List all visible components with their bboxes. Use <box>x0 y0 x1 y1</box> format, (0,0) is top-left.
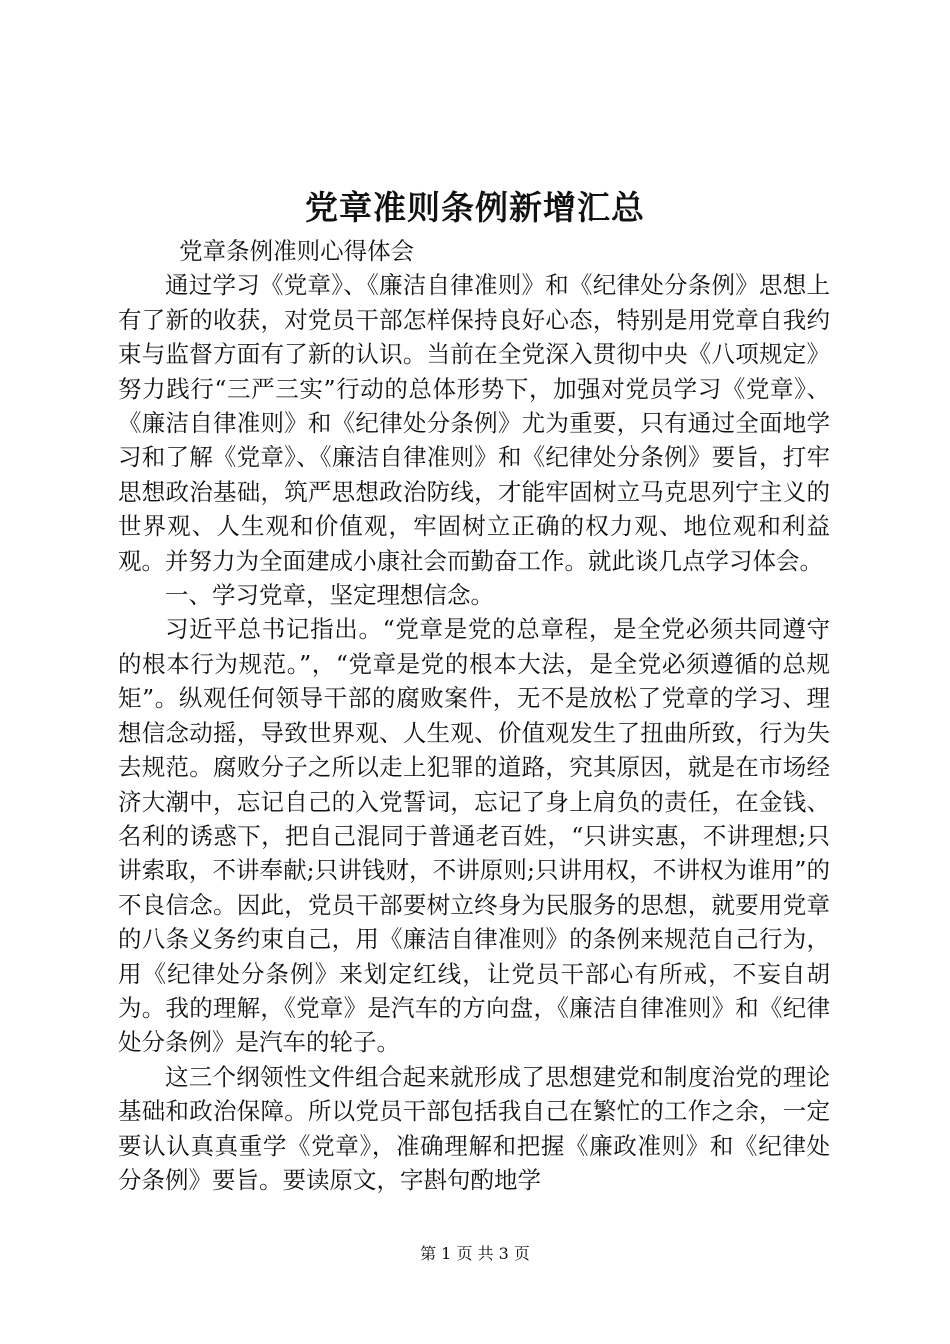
document-body <box>118 234 830 1197</box>
paragraph-section-1: 习近平总书记指出。“党章是党的总章程，是全党必须共同遵守的根本行为规范。”，“党章是党的根本大法，是全党必须遵循的总规矩”。纵观任何领导干部的腐败案件，无不是放松了党章的学习、理想信念动摇，导致世界观、人生观、价值观发生了扭曲所致，行为失去规范。腐败分子之所以走上犯罪的道路，究其原因，就是在市场经济大潮中，忘记自己的入党誓词，忘记了身上肩负的责任，在金钱、名利的诱惑下，把自己混同于普通老百姓，“只讲实惠，不讲理想;只讲索取，不讲奉献;只讲钱财，不讲原则;只讲用权，不讲权为谁用”的不良信念。因此，党员干部要树立终身为民服务的思想，就要用党章的八条义务约束自己，用《廉洁自律准则》的条例来规范自己行为，用《纪律处分条例》来划定红线，让党员干部心有所戒，不妄自胡为。我的理解，《党章》是汽车的方向盘，《廉洁自律准则》和《纪律处分条例》是汽车的轮子。 <box>118 615 830 1057</box>
page-number-footer: 第 1 页 共 3 页 <box>420 1244 530 1263</box>
document-title: 党章准则条例新增汇总 <box>305 188 645 227</box>
document-subtitle: 党章条例准则心得体会 <box>179 237 415 265</box>
paragraph-intro: 通过学习《党章》、《廉洁自律准则》和《纪律处分条例》思想上有了新的收获，对党员干部怎样保持良好心态，特别是用党章自我约束与监督方面有了新的认识。当前在全党深入贯彻中央《八项规定》努力践行“三严三实”行动的总体形势下，加强对党员学习《党章》、《廉洁自律准则》和《纪律处分条例》尤为重要，只有通过全面地学习和了解《党章》、《廉洁自律准则》和《纪律处分条例》要旨，打牢思想政治基础，筑严思想政治防线，才能牢固树立马克思列宁主义的世界观、人生观和价值观，牢固树立正确的权力观、地位观和利益观。并努力为全面建成小康社会而勤奋工作。就此谈几点学习体会。 <box>118 271 830 575</box>
paragraph-continuation: 这三个纲领性文件组合起来就形成了思想建党和制度治党的理论基础和政治保障。所以党员干部包括我自己在繁忙的工作之余，一定要认认真真重学《党章》，准确理解和把握《廉政准则》和《纪律处分条例》要旨。要读原文，字斟句酌地学 <box>118 1062 830 1194</box>
section-heading-1: 一、学习党章，坚定理想信念。 <box>165 581 494 610</box>
